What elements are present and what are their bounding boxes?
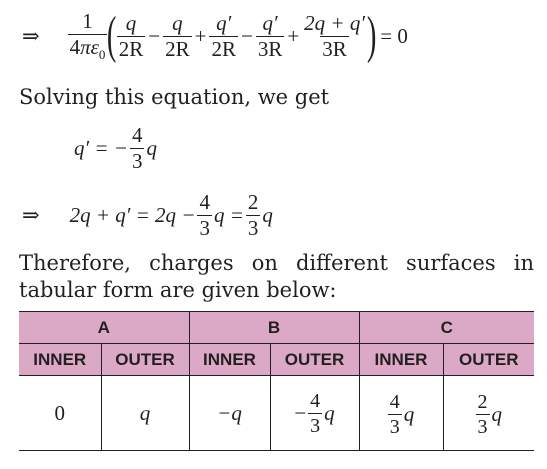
- solving-text: Solving this equation, we get: [19, 85, 330, 109]
- table-row: [19, 376, 534, 451]
- equation-3: ⇒ 2q + q′ = 2q − $\frac{4}{3}$ q = $\frac{2}{3}$ q: [22, 189, 273, 240]
- subheader-c-outer: OUTER: [443, 344, 534, 376]
- cell-b-outer: − $\frac{4}{3}$ q: [270, 376, 359, 451]
- term-3-fraction: $\frac{q'}{2R}$: [211, 10, 236, 61]
- term-1-fraction: $\frac{q}{2R}$: [118, 10, 144, 61]
- implies-arrow: ⇒: [22, 23, 40, 48]
- subheader-a-inner: INNER: [19, 344, 101, 376]
- term-2-fraction: $\frac{q}{2R}$: [165, 10, 190, 61]
- cell-c-outer: $\frac{2}{3}$ q: [443, 376, 534, 451]
- equation-3-fraction-1: $\frac{4}{3}$: [199, 189, 210, 240]
- group-header-c: C: [359, 312, 534, 344]
- equation-3-fraction-2: $\frac{2}{3}$: [247, 189, 259, 240]
- implies-arrow-2: ⇒: [22, 202, 40, 227]
- subheader-b-inner: INNER: [189, 344, 270, 376]
- subheader-c-inner: INNER: [359, 344, 443, 376]
- charges-table: [19, 311, 534, 451]
- cell-c-inner: $\frac{4}{3}$ q: [359, 376, 443, 451]
- right-paren: ): [366, 7, 377, 64]
- left-paren: (: [107, 7, 117, 64]
- term-4-fraction: $\frac{q'}{3R}$: [257, 10, 283, 61]
- cell-a-inner: 0: [19, 376, 101, 451]
- subheader-b-outer: OUTER: [270, 344, 359, 376]
- cell-b-inner: −q: [189, 376, 270, 451]
- subheader-a-outer: OUTER: [101, 344, 189, 376]
- therefore-text: Therefore, charges on different surfaces in tabular form are given below:: [19, 251, 534, 302]
- group-header-b: B: [189, 312, 359, 344]
- equation-2-fraction: $\frac{4}{3}$: [131, 122, 143, 173]
- cell-a-outer: q: [101, 376, 189, 451]
- table-subheader-row: [19, 344, 534, 376]
- equation-1: ⇒ $\frac{1}{4\pi\varepsilon_0}$ ( $\frac{q}{2R}$ − $\frac{q}{2R}$ + $\frac{q'}{2R}$ − $\frac{q'}{3R}$ + $\frac{2q + q'}{3R}$ ) = 0: [22, 7, 408, 64]
- table-group-header-row: [19, 312, 534, 344]
- prefactor-fraction: $\frac{1}{4\pi\varepsilon_0}$: [69, 8, 106, 63]
- equation-2: q′ = − $\frac{4}{3}$ q: [74, 122, 157, 173]
- equation-1-rhs: = 0: [380, 23, 408, 48]
- term-5-fraction: $\frac{2q + q'}{3R}$: [304, 10, 365, 61]
- group-header-a: A: [19, 312, 189, 344]
